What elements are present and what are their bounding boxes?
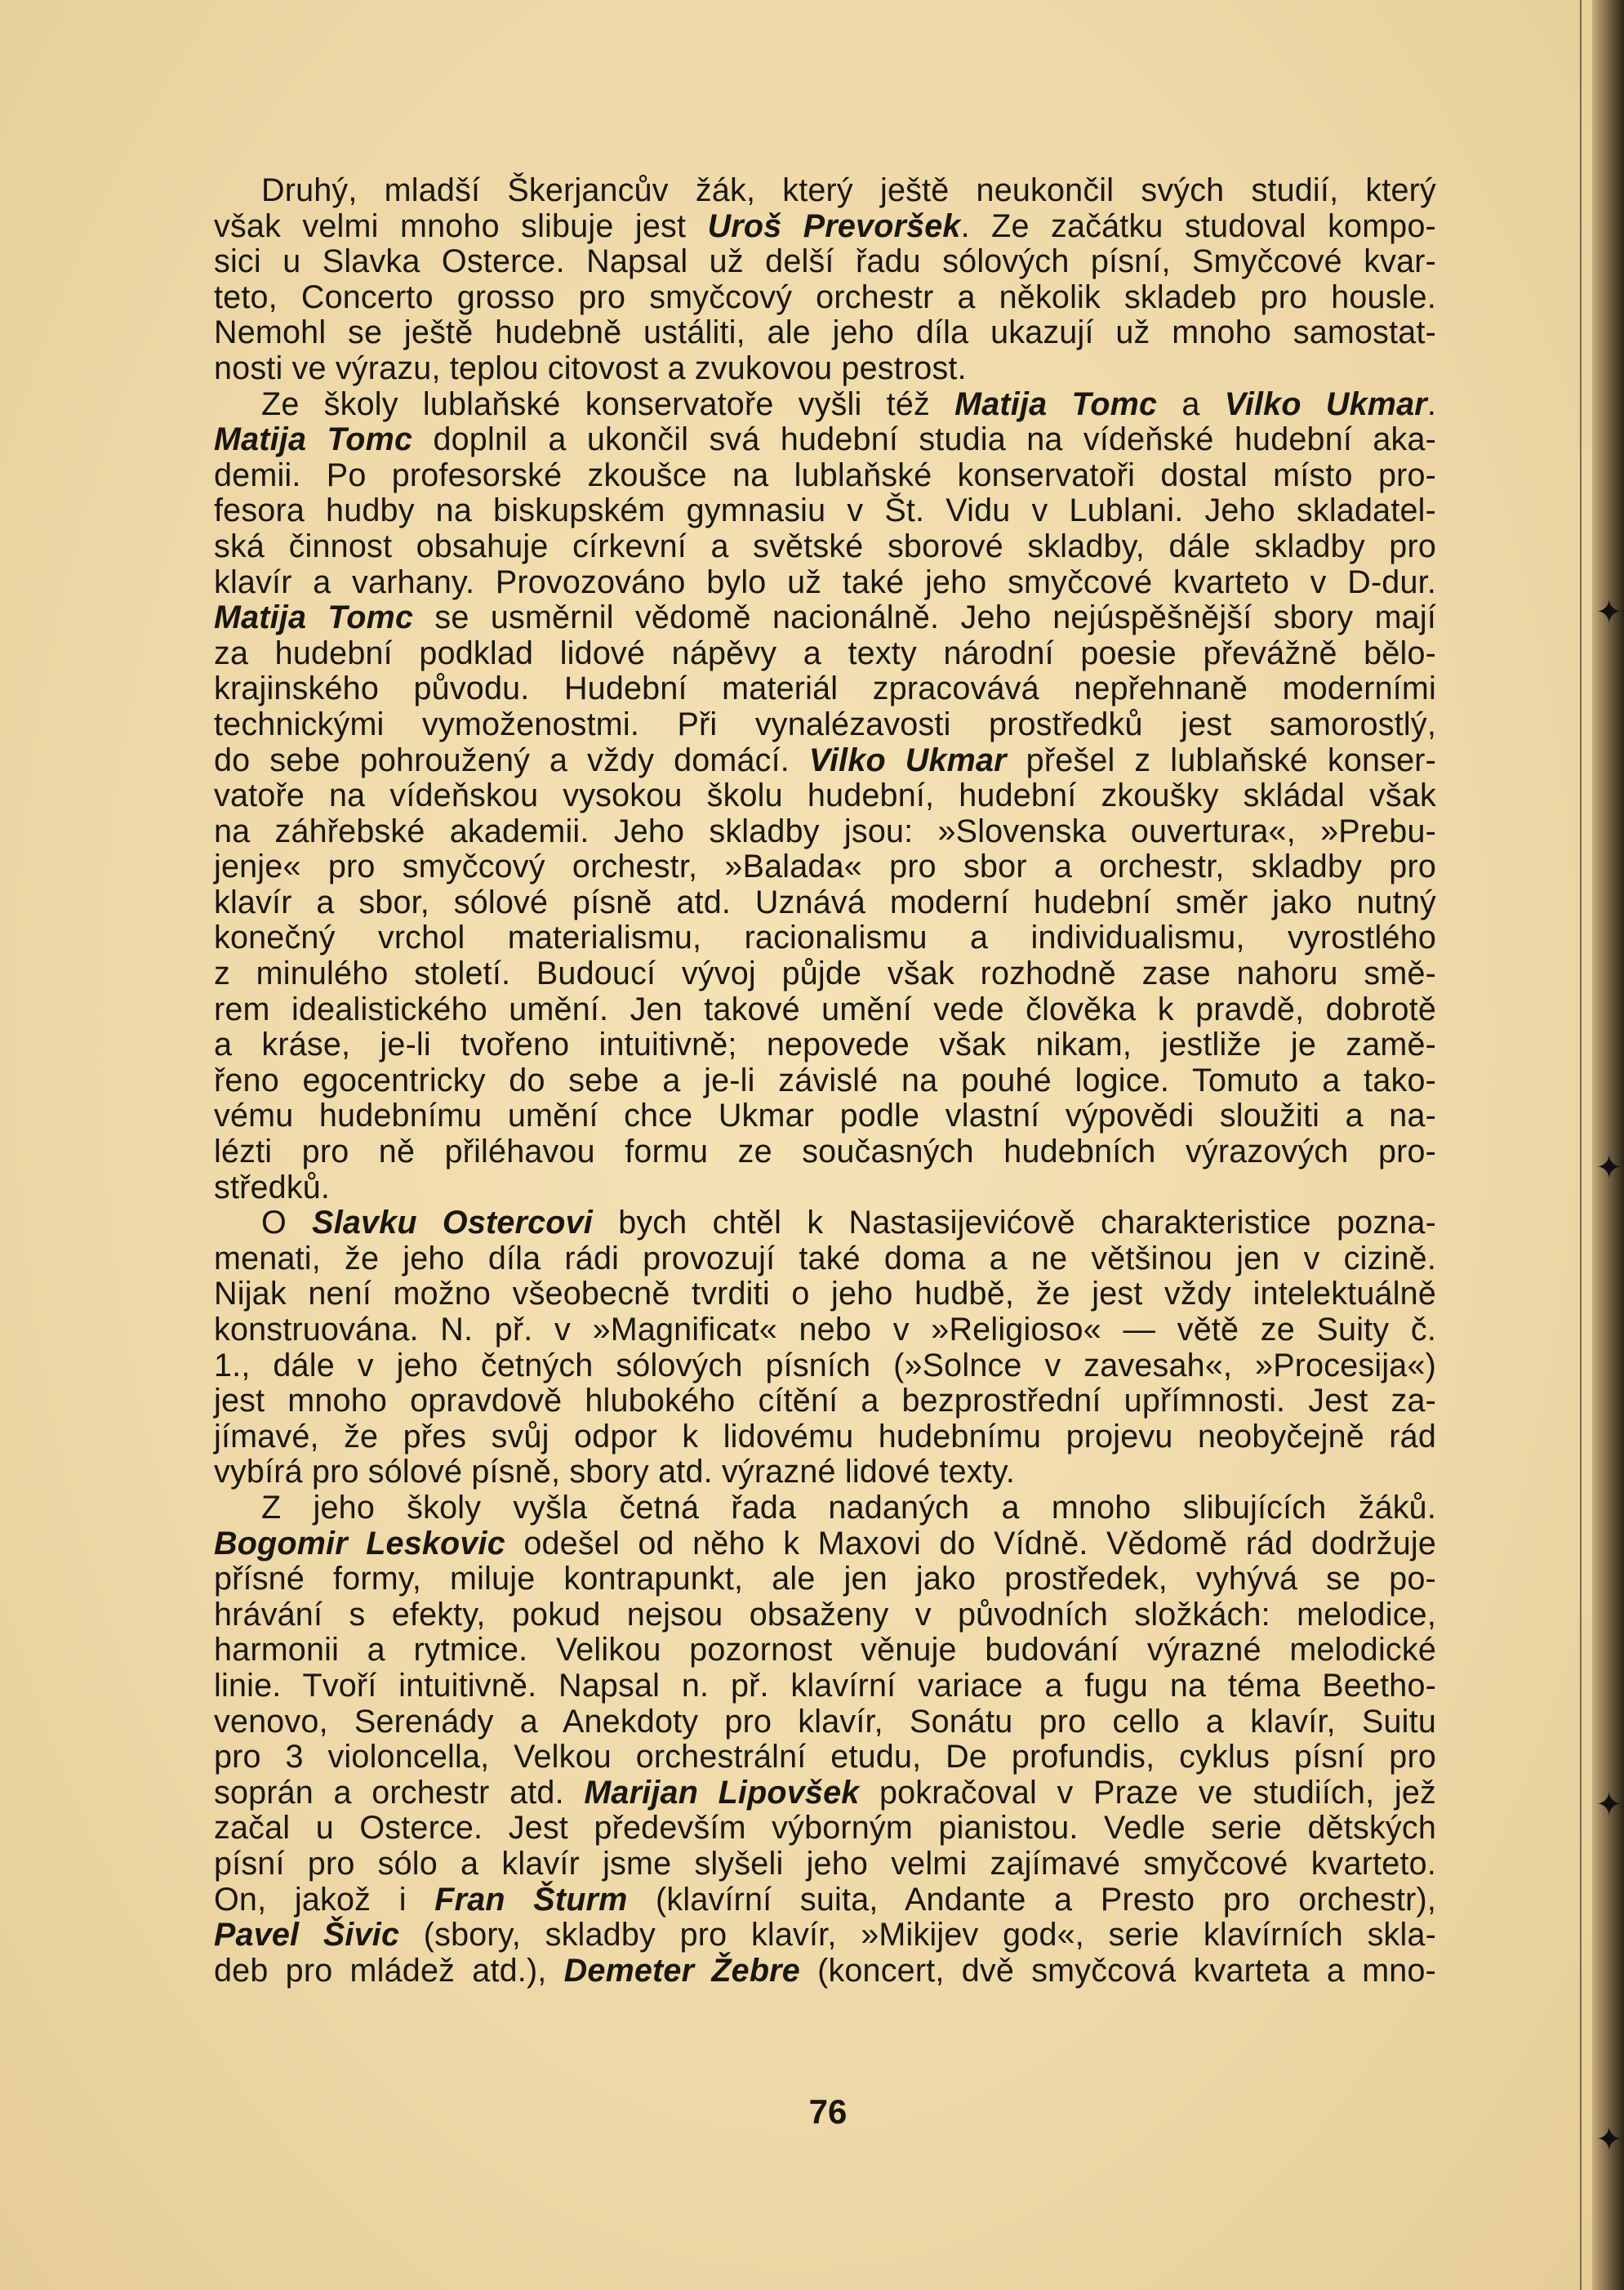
- margin-mark-icon: ✦: [1595, 2121, 1623, 2159]
- text-line: hrávání s efekty, pokud nejsou obsaženy v původních složkách: melodice,: [214, 1596, 1436, 1633]
- text-line: vybírá pro sólové písně, sbory atd. výrazné lidové texty.: [214, 1454, 1016, 1490]
- margin-mark-icon: ✦: [1595, 594, 1623, 631]
- text-line: z minulého století. Budoucí vývoj půjde však rozhodně zase nahoru smě-: [214, 956, 1436, 992]
- text-line: začal u Osterce. Jest především výborným pianistou. Vedle serie dětských: [214, 1810, 1436, 1847]
- text-line: Bogomir Leskovic odešel od něho k Maxovi do Vídně. Vědomě rád dodržuje: [214, 1525, 1436, 1562]
- text-line: klavír a sbor, sólové písně atd. Uznává moderní hudební směr jako nutný: [214, 884, 1436, 920]
- text-line: soprán a orchestr atd. Marijan Lipovšek pokračoval v Praze ve studiích, jež: [214, 1774, 1436, 1811]
- text-line: písní pro sólo a klavír jsme slyšeli jeho velmi zajímavé smyčcové kvarteto.: [214, 1845, 1436, 1882]
- text-line: rem idealistického umění. Jen takové umění vede člověka k pravdě, dobrotě: [214, 991, 1436, 1027]
- text-line: O Slavku Ostercovi bych chtěl k Nastasijevićově charakteristice pozna-: [261, 1205, 1436, 1241]
- text-line: venovo, Serenády a Anekdoty pro klavír, Sonátu pro cello a klavír, Suitu: [214, 1703, 1436, 1740]
- text-line: 1., dále v jeho četných sólových písních (»Solnce v zavesah«, »Procesija«): [214, 1347, 1436, 1383]
- margin-mark-icon: ✦: [1595, 1149, 1623, 1187]
- text-line: lézti pro ně přiléhavou formu ze současných hudebních výrazových pro-: [214, 1134, 1436, 1170]
- text-line: vatoře na vídeňskou vysokou školu hudební, hudební zkoušky skládal však: [214, 777, 1436, 814]
- text-line: sici u Slavka Osterce. Napsal už delší řadu sólových písní, Smyčcové kvar-: [214, 243, 1436, 280]
- text-line: deb pro mládež atd.), Demeter Žebre (koncert, dvě smyčcová kvarteta a mno-: [214, 1952, 1436, 1989]
- text-line: do sebe pohroužený a vždy domácí. Vilko Ukmar přešel z lublaňské konser-: [214, 742, 1437, 778]
- text-line: na záhřebské akademii. Jeho skladby jsou: »Slovenska ouvertura«, »Prebu-: [214, 813, 1436, 849]
- text-line: Pavel Šivic (sbory, skladby pro klavír, »Mikijev god«, serie klavírních skla-: [214, 1917, 1436, 1954]
- text-line: však velmi mnoho slibuje jest Uroš Prevoršek. Ze začátku studoval kompo-: [214, 207, 1436, 244]
- text-line: klavír a varhany. Provozováno bylo už také jeho smyčcové kvarteto v D-dur.: [214, 564, 1436, 600]
- text-line: Matija Tomc doplnil a ukončil svá hudební studia na vídeňské hudební aka-: [214, 421, 1437, 458]
- text-line: středků.: [214, 1169, 331, 1205]
- text-line: vému hudebnímu umění chce Ukmar podle vlastní výpovědi sloužiti a na-: [214, 1098, 1436, 1134]
- text-line: krajinského původu. Hudební materiál zpracovává nepřehnaně moderními: [214, 671, 1436, 707]
- text-line: menati, že jeho díla rádi provozují také doma a ne většinou jen v cizině.: [214, 1240, 1436, 1276]
- text-line: přísné formy, miluje kontrapunkt, ale jen jako prostředek, vyhývá se po-: [214, 1561, 1436, 1597]
- text-line: fesora hudby na biskupském gymnasiu v Št. Vidu v Lublani. Jeho skladatel-: [214, 492, 1436, 529]
- text-line: řeno egocentricky do sebe a je-li závislé na pouhé logice. Tomuto a tako-: [214, 1062, 1436, 1098]
- text-line: harmonii a rytmice. Velikou pozornost věnuje budování výrazné melodické: [214, 1632, 1436, 1668]
- page-number: 76: [808, 2092, 848, 2131]
- text-line: technickými vymoženostmi. Při vynalézavosti prostředků jest samorostlý,: [214, 706, 1436, 742]
- text-line: Nemohl se ještě hudebně ustáliti, ale jeho díla ukazují už mnoho samostat-: [214, 314, 1436, 351]
- text-line: konstruována. N. př. v »Magnificat« nebo v »Religioso« — větě ze Suity č.: [214, 1312, 1436, 1348]
- text-line: linie. Tvoří intuitivně. Napsal n. př. klavírní variace a fugu na téma Beetho-: [214, 1667, 1436, 1704]
- margin-mark-icon: ✦: [1595, 1786, 1623, 1824]
- body-text: [214, 173, 1436, 1989]
- text-line: jest mnoho opravdově hlubokého cítění a bezprostřední upřímnosti. Jest za-: [214, 1383, 1436, 1419]
- text-line: pro 3 violoncella, Velkou orchestrální etudu, De profundis, cyklus písní pro: [214, 1739, 1436, 1775]
- text-line: ská činnost obsahuje církevní a světské sborové skladby, dále skladby pro: [214, 528, 1436, 564]
- text-line: demii. Po profesorské zkoušce na lublaňské konservatoři dostal místo pro-: [214, 457, 1436, 493]
- text-line: On, jakož i Fran Šturm (klavírní suita, Andante a Presto pro orchestr),: [214, 1881, 1437, 1918]
- page-edge: [1580, 0, 1582, 2290]
- text-line: Druhý, mladší Škerjancův žák, který ještě neukončil svých studií, který: [261, 172, 1436, 208]
- text-line: za hudební podklad lidové nápěvy a texty národní poesie převážně bělo-: [214, 635, 1436, 671]
- text-line: nosti ve výrazu, teplou citovost a zvukovou pestrost.: [214, 350, 967, 386]
- text-line: jenje« pro smyčcový orchestr, »Balada« pro sbor a orchestr, skladby pro: [214, 849, 1436, 885]
- text-line: Z jeho školy vyšla četná řada nadaných a mnoho slibujících žáků.: [261, 1489, 1436, 1526]
- text-line: a kráse, je-li tvořeno intuitivně; nepovede však nikam, jestliže je zamě-: [214, 1027, 1436, 1063]
- text-line: konečný vrchol materialismu, racionalismu a individualismu, vyrostlého: [214, 920, 1436, 956]
- text-line: Nijak není možno všeobecně tvrditi o jeho hudbě, že jest vždy intelektuálně: [214, 1276, 1436, 1312]
- text-line: Matija Tomc se usměrnil vědomě nacionálně. Jeho nejúspěšnější sbory mají: [214, 599, 1436, 636]
- text-line: teto, Concerto grosso pro smyčcový orchestr a několik skladeb pro housle.: [214, 278, 1436, 315]
- text-line: Ze školy lublaňské konservatoře vyšli též Matija Tomc a Vilko Ukmar.: [261, 385, 1436, 422]
- book-spine: [1592, 0, 1624, 2290]
- text-line: jímavé, že přes svůj odpor k lidovému hudebnímu projevu neobyčejně rád: [214, 1418, 1436, 1455]
